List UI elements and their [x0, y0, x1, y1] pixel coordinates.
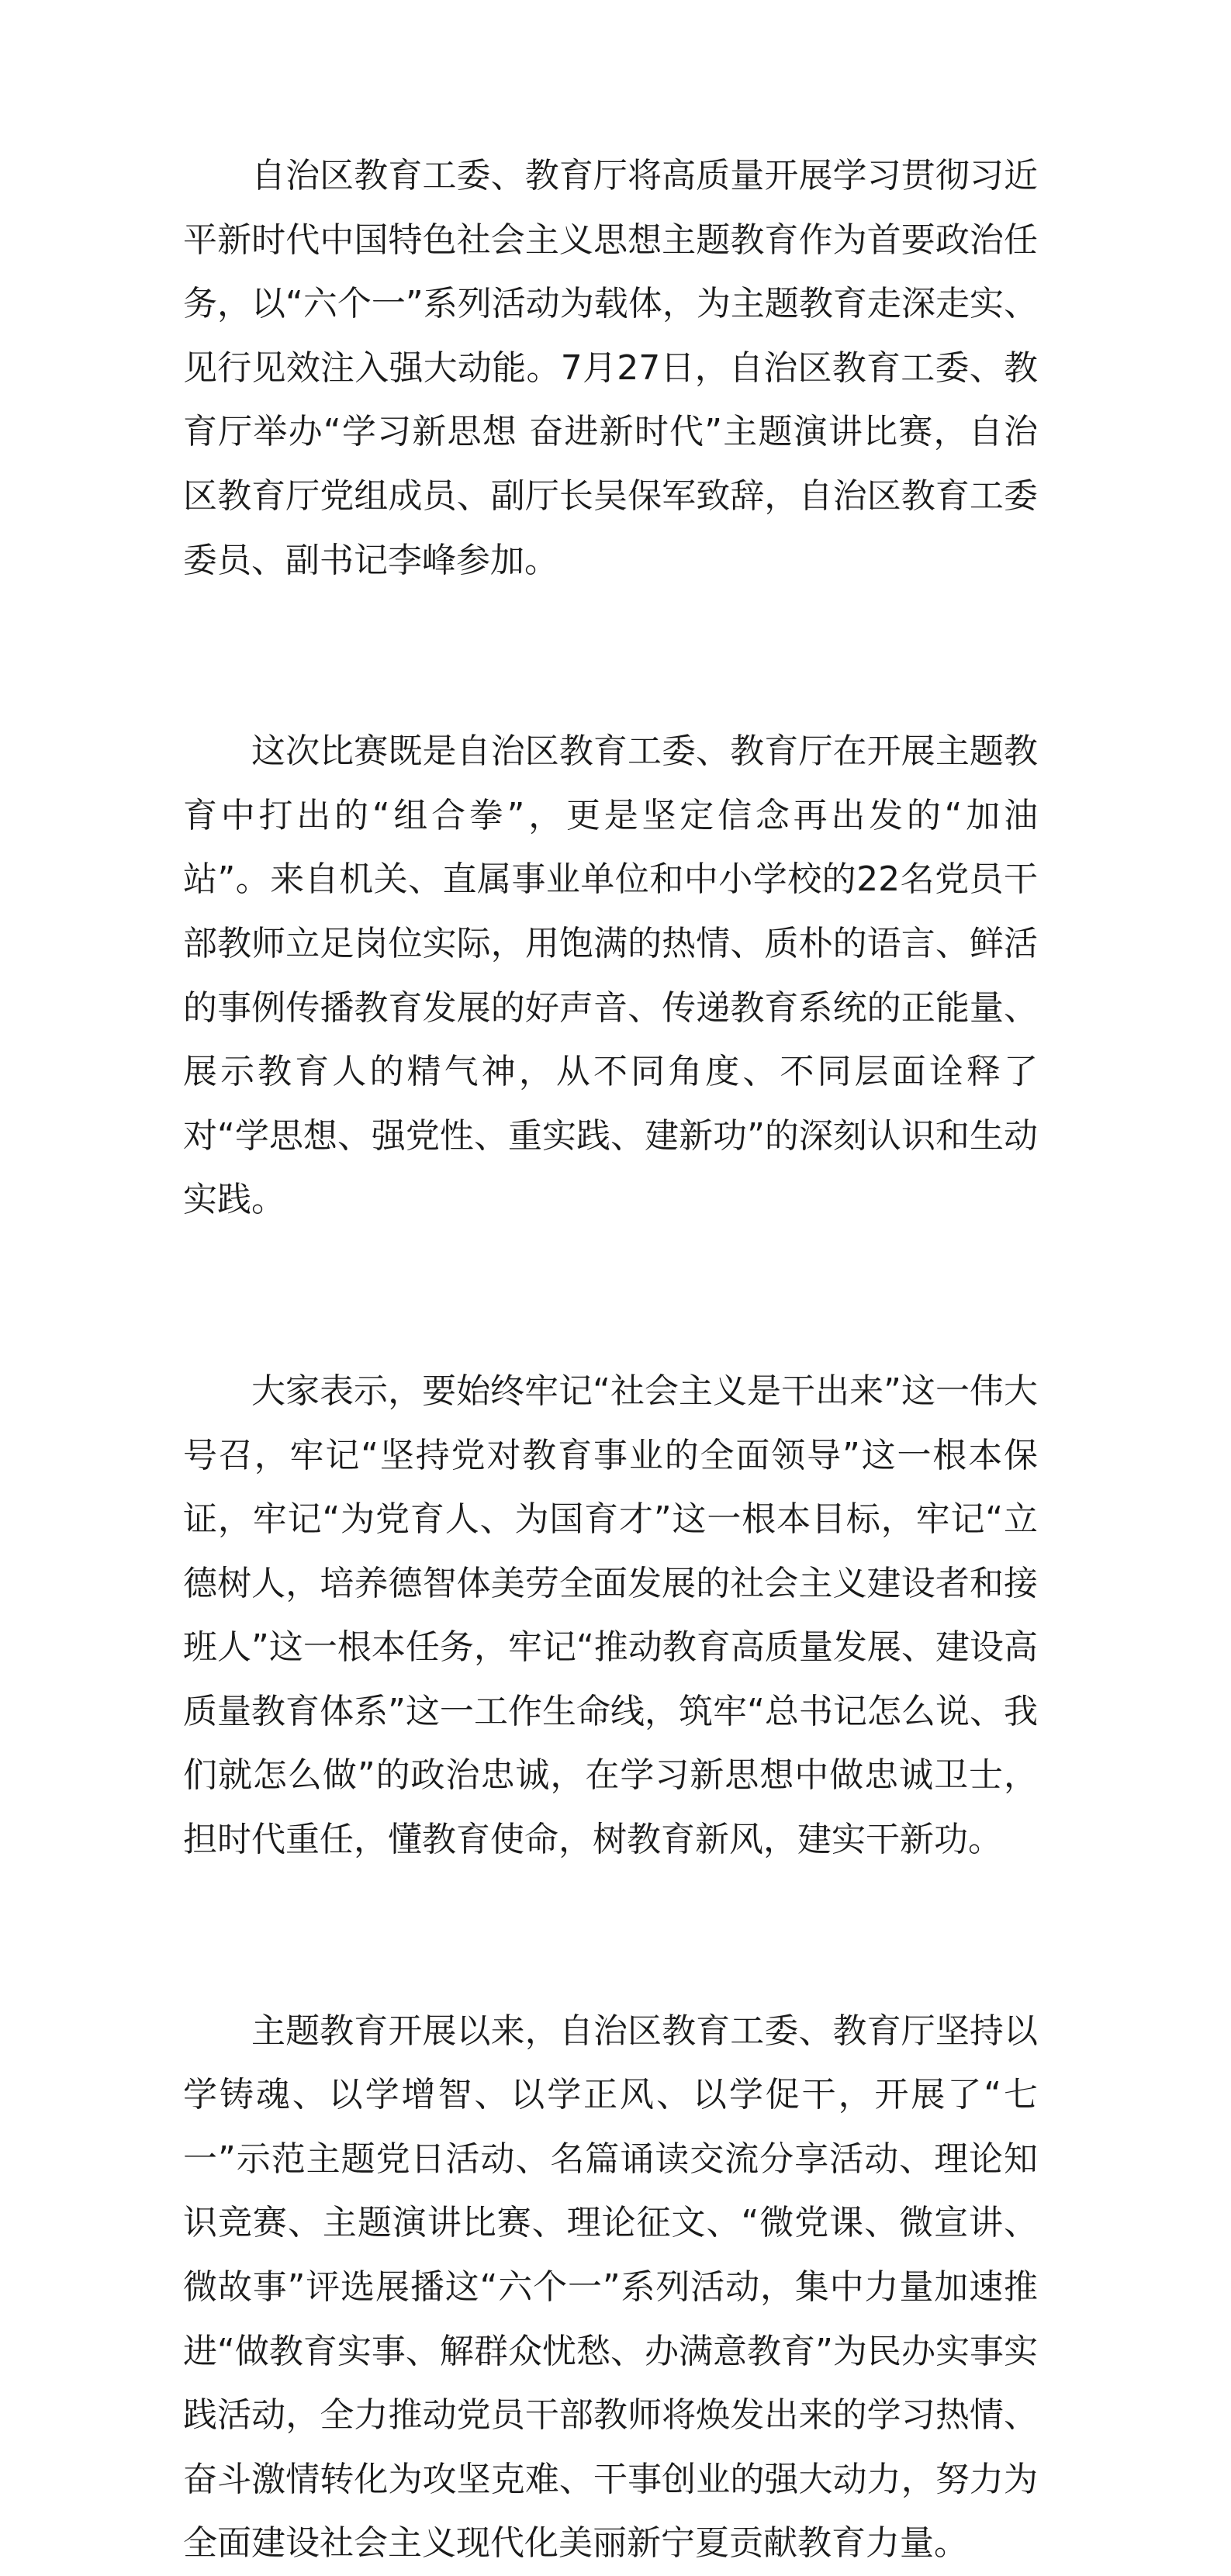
article-paragraph-1: 自治区教育工委、教育厅将高质量开展学习贯彻习近平新时代中国特色社会主义思想主题教育作为首要政治任务，以“六个一”系列活动为载体，为主题教育走深走实、见行见效注入强大动能。7月27日，自治区教育工委、教育厅举办“学习新思想 奋进新时代”主题演讲比赛，自治区教育厅党组成员、副厅长吴保军致辞，自治区教育工委委员、副书记李峰参加。 [183, 156, 1038, 580]
article-paragraph-3: 大家表示，要始终牢记“社会主义是干出来”这一伟大号召，牢记“坚持党对教育事业的全面领导”这一根本保证，牢记“为党育人、为国育才”这一根本目标，牢记“立德树人，培养德智体美劳全面发展的社会主义建设者和接班人”这一根本任务，牢记“推动教育高质量发展、建设高质量教育体系”这一工作生命线，筑牢“总书记怎么说、我们就怎么做”的政治忠诚，在学习新思想中做忠诚卫士，担时代重任，懂教育使命，树教育新风，建实干新功。 [183, 1371, 1038, 1860]
article-paragraph-4: 主题教育开展以来，自治区教育工委、教育厅坚持以学铸魂、以学增智、以学正风、以学促干，开展了“七一”示范主题党日活动、名篇诵读交流分享活动、理论知识竞赛、主题演讲比赛、理论征文、“微党课、微宣讲、微故事”评选展播这“六个一”系列活动，集中力量加速推进“做教育实事、解群众忧愁、办满意教育”为民办实事实践活动，全力推动党员干部教师将焕发出来的学习热情、奋斗激情转化为攻坚克难、干事创业的强大动力，努力为全面建设社会主义现代化美丽新宁夏贡献教育力量。 [183, 2011, 1038, 2564]
article-paragraph-2: 这次比赛既是自治区教育工委、教育厅在开展主题教育中打出的“组合拳”，更是坚定信念再出发的“加油站”。来自机关、直属事业单位和中小学校的22名党员干部教师立足岗位实际，用饱满的热情、质朴的语言、鲜活的事例传播教育发展的好声音、传递教育系统的正能量、展示教育人的精气神，从不同角度、不同层面诠释了对“学思想、强党性、重实践、建新功”的深刻认识和生动实践。 [183, 731, 1038, 1220]
article-body [183, 144, 1038, 2576]
